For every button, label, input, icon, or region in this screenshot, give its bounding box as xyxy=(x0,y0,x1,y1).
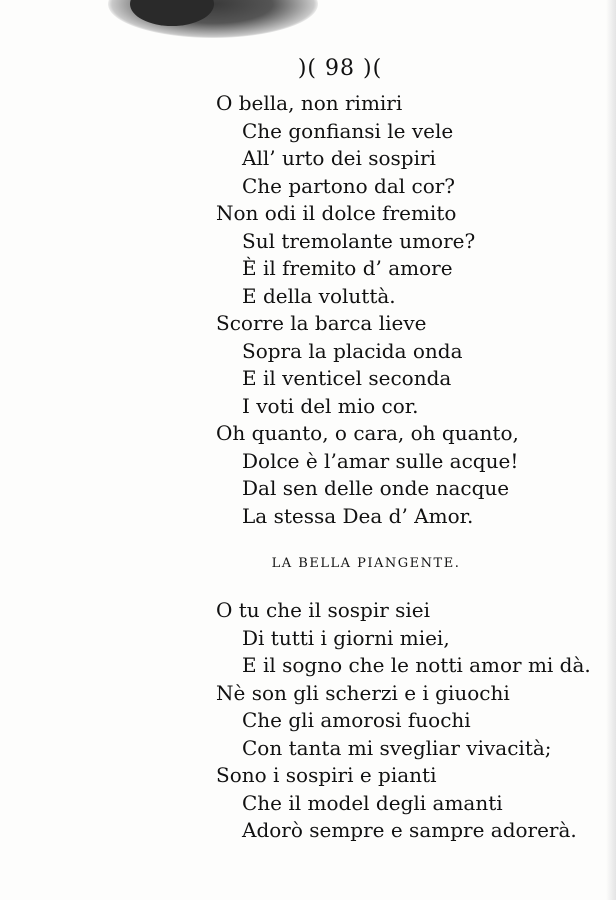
poem-first xyxy=(216,90,606,530)
poem-text xyxy=(216,90,606,845)
verse-line: Sopra la placida onda xyxy=(242,338,463,363)
verse-line: Nè son gli scherzi e i giuochi xyxy=(216,680,510,705)
verse-line: Dolce è l’amar sulle acque! xyxy=(242,448,519,473)
verse-line: La stessa Dea d’ Amor. xyxy=(242,503,474,528)
verse-line: Con tanta mi svegliar vivacità; xyxy=(242,735,552,760)
poem-second xyxy=(216,597,606,845)
verse-line: O bella, non rimiri xyxy=(216,91,403,115)
verse-line: Sono i sospiri e pianti xyxy=(216,763,437,787)
verse-line: Oh quanto, o cara, oh quanto, xyxy=(216,421,519,445)
verse-line: All’ urto dei sospiri xyxy=(242,146,436,170)
verse-line: Dal sen delle onde nacque xyxy=(242,476,510,500)
verse-line: O tu che il sospir siei xyxy=(216,598,431,622)
poem-heading: LA BELLA PIANGENTE. xyxy=(271,556,461,571)
verse-line: I voti del mio cor. xyxy=(242,393,419,418)
page-number: )( 98 )( xyxy=(297,56,383,81)
verse-line: Adorò sempre e sampre adorerà. xyxy=(242,818,577,842)
verse-line: Scorre la barca lieve xyxy=(216,311,427,335)
verse-line: Di tutti i giorni miei, xyxy=(242,625,450,650)
verse-line: E il venticel seconda xyxy=(242,366,452,390)
verse-line: E il sogno che le notti amor mi dà. xyxy=(242,653,591,677)
verse-line: Che partono dal cor? xyxy=(242,173,456,198)
verse-line: Sul tremolante umore? xyxy=(242,228,476,253)
verse-line: Che il model degli amanti xyxy=(242,790,503,815)
verse-line: Che gli amorosi fuochi xyxy=(242,708,471,732)
page-edge xyxy=(606,0,616,900)
verse-line: Non odi il dolce fremito xyxy=(216,201,457,225)
verse-line: È il fremito d’ amore xyxy=(242,256,453,280)
verse-line: Che gonfiansi le vele xyxy=(242,118,454,143)
verse-line: E della voluttà. xyxy=(242,283,396,308)
